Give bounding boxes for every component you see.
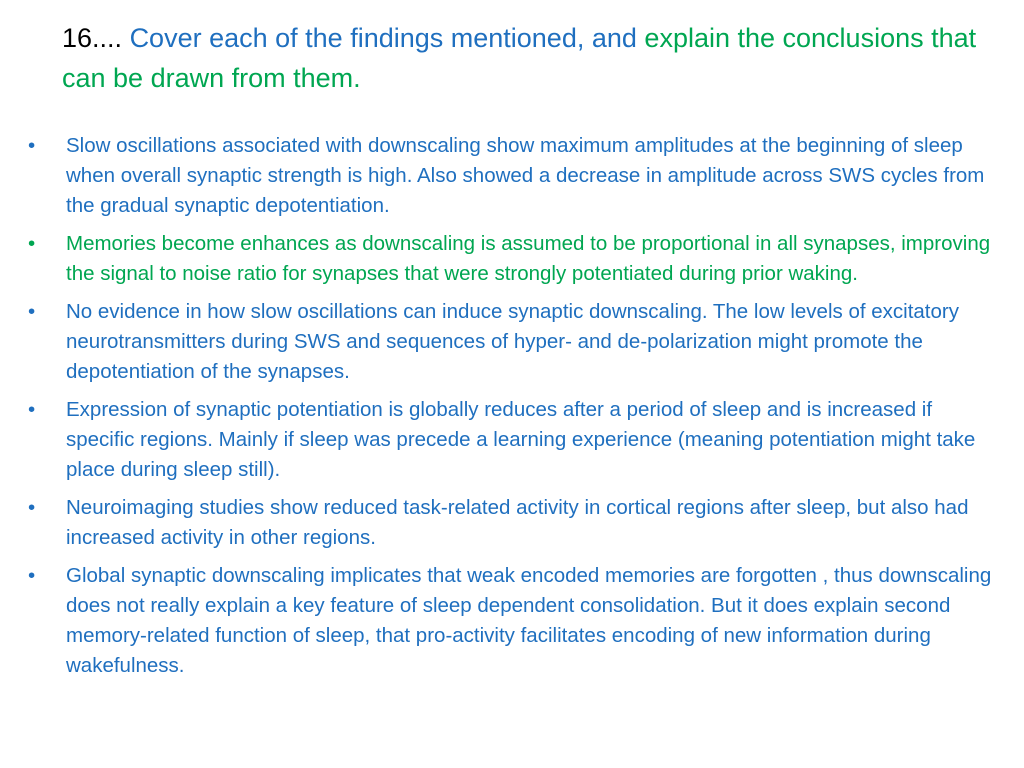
bullet-text: Memories become enhances as downscaling is assumed to be proportional in all synapses, improving the signal to noise ratio for synapses that were strongly potentiated during prior waking.	[66, 232, 991, 285]
bullet-item	[28, 131, 1003, 221]
bullet-item	[28, 493, 1003, 553]
slide-title	[62, 18, 982, 98]
title-question-part: Cover each of the findings mentioned, and	[129, 23, 637, 53]
bullet-marker: •	[28, 496, 36, 519]
bullet-marker: •	[28, 300, 36, 323]
bullet-marker: •	[28, 564, 36, 587]
bullet-item	[28, 297, 1003, 387]
title-number: 16....	[62, 23, 123, 53]
title-instruction-part: explain the conclusions that can be drawn from them.	[62, 23, 977, 93]
bullet-marker: •	[28, 134, 36, 157]
bullet-item	[28, 395, 1003, 485]
bullet-marker: •	[28, 398, 36, 421]
bullet-item	[28, 561, 1003, 681]
bullet-marker: •	[28, 232, 36, 255]
bullet-text: Slow oscillations associated with downscaling show maximum amplitudes at the beginning of sleep when overall synaptic strength is high. Also showed a decrease in amplitude across SWS cycles from the gradual synaptic depotentiation.	[66, 134, 985, 217]
bullet-text: Global synaptic downscaling implicates that weak encoded memories are forgotten , thus downscaling does not really explain a key feature of sleep dependent consolidation. But it does explain second memory-related function of sleep, that pro-activity facilitates encoding of new information during wakefulness.	[66, 564, 992, 677]
bullet-item	[28, 229, 1003, 289]
bullet-list	[28, 131, 1003, 689]
bullet-text: Neuroimaging studies show reduced task-related activity in cortical regions after sleep, but also had increased activity in other regions.	[66, 496, 969, 549]
bullet-text: Expression of synaptic potentiation is globally reduces after a period of sleep and is increased if specific regions. Mainly if sleep was precede a learning experience (meaning potentiation might take place during sleep still).	[66, 398, 976, 481]
bullet-text: No evidence in how slow oscillations can induce synaptic downscaling. The low levels of excitatory neurotransmitters during SWS and sequences of hyper- and de-polarization might promote the depotentiation of the synapses.	[66, 300, 959, 383]
